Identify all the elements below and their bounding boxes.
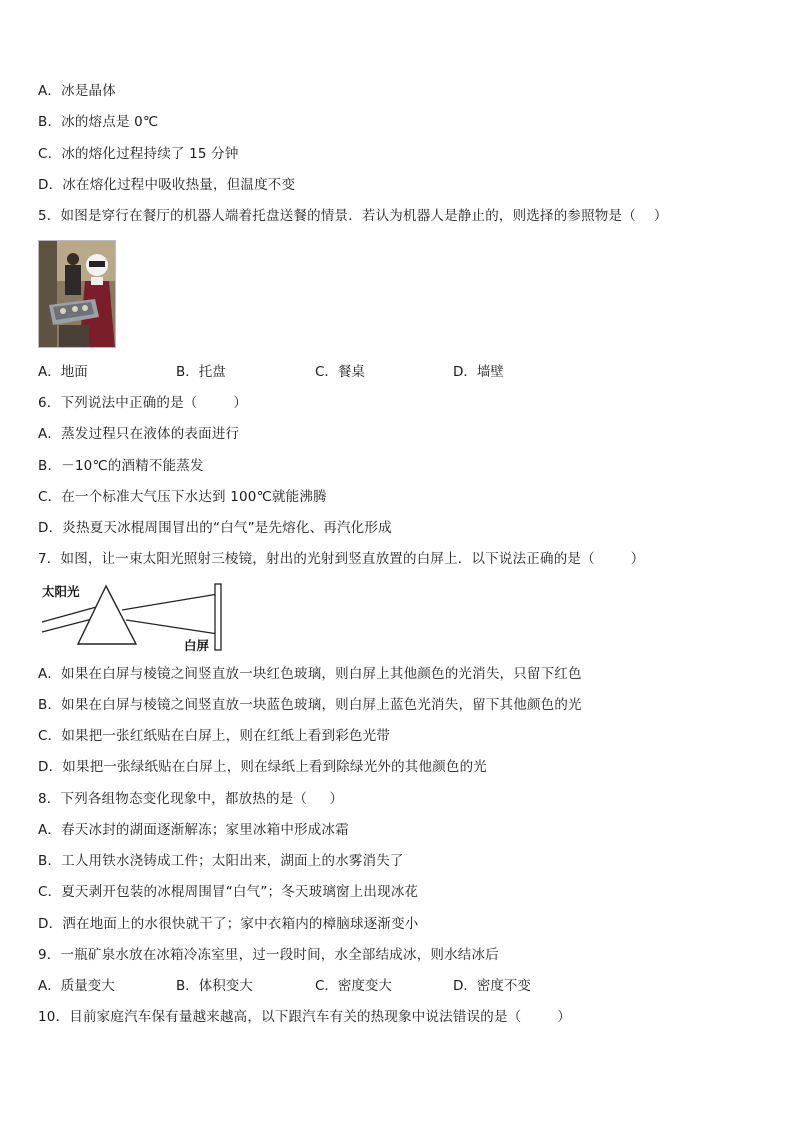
q8-option-c: C．夏天剥开包装的冰棍周围冒“白气”；冬天玻璃窗上出现冰花: [38, 884, 419, 900]
q4-option-c: C．冰的熔化过程持续了 15 分钟: [38, 146, 239, 162]
q7-stem: 7．如图，让一束太阳光照射三棱镜，射出的光射到竖直放置的白屏上．以下说法正确的是（ ）: [38, 551, 645, 567]
q9-option-d: D．密度不变: [453, 978, 531, 994]
q7-sunlight-label: 太阳光: [42, 584, 80, 599]
q7-option-c: C．如果把一张红纸贴在白屏上，则在红纸上看到彩色光带: [38, 728, 391, 744]
q4-option-d: D．冰在熔化过程中吸收热量，但温度不变: [38, 177, 296, 193]
q9-option-b: B．体积变大: [176, 978, 253, 994]
q7-prism-diagram: [38, 580, 228, 654]
q6-option-b: B．－10℃的酒精不能蒸发: [38, 458, 204, 474]
q5-stem: 5．如图是穿行在餐厅的机器人端着托盘送餐的情景．若认为机器人是静止的，则选择的参照物是（ ）: [38, 208, 668, 224]
q4-option-a: A．冰是晶体: [38, 83, 116, 99]
q7-option-d: D．如果把一张绿纸贴在白屏上，则在绿纸上看到除绿光外的其他颜色的光: [38, 759, 487, 775]
q5-option-d: D．墙壁: [453, 364, 504, 380]
q6-option-d: D．炎热夏天冰棍周围冒出的“白气”是先熔化、再汽化形成: [38, 520, 392, 536]
q4-option-b: B．冰的熔点是 0℃: [38, 114, 159, 130]
q5-option-c: C．餐桌: [315, 364, 365, 380]
q8-option-a: A．春天冰封的湖面逐渐解冻；家里冰箱中形成冰霜: [38, 822, 349, 838]
q7-option-b: B．如果在白屏与棱镜之间竖直放一块蓝色玻璃，则白屏上蓝色光消失，留下其他颜色的光: [38, 697, 582, 713]
q7-screen-label: 白屏: [184, 638, 210, 653]
q5-option-b: B．托盘: [176, 364, 226, 380]
q5-robot-photo: [38, 240, 116, 348]
q9-stem: 9．一瓶矿泉水放在冰箱冷冻室里，过一段时间，水全部结成冰，则水结冰后: [38, 947, 499, 963]
q9-option-c: C．密度变大: [315, 978, 392, 994]
q8-option-d: D．洒在地面上的水很快就干了；家中衣箱内的樟脑球逐渐变小: [38, 916, 419, 932]
q6-option-c: C．在一个标准大气压下水达到 100℃就能沸腾: [38, 489, 327, 505]
q9-option-a: A．质量变大: [38, 978, 115, 994]
q6-stem: 6．下列说法中正确的是（ ）: [38, 395, 248, 411]
q6-option-a: A．蒸发过程只在液体的表面进行: [38, 426, 240, 442]
q5-option-a: A．地面: [38, 364, 88, 380]
q8-stem: 8．下列各组物态变化现象中，都放热的是（ ）: [38, 791, 344, 807]
q10-stem: 10．目前家庭汽车保有量越来越高，以下跟汽车有关的热现象中说法错误的是（ ）: [38, 1009, 572, 1025]
q7-option-a: A．如果在白屏与棱镜之间竖直放一块红色玻璃，则白屏上其他颜色的光消失，只留下红色: [38, 666, 582, 682]
q8-option-b: B．工人用铁水浇铸成工件；太阳出来，湖面上的水雾消失了: [38, 853, 404, 869]
